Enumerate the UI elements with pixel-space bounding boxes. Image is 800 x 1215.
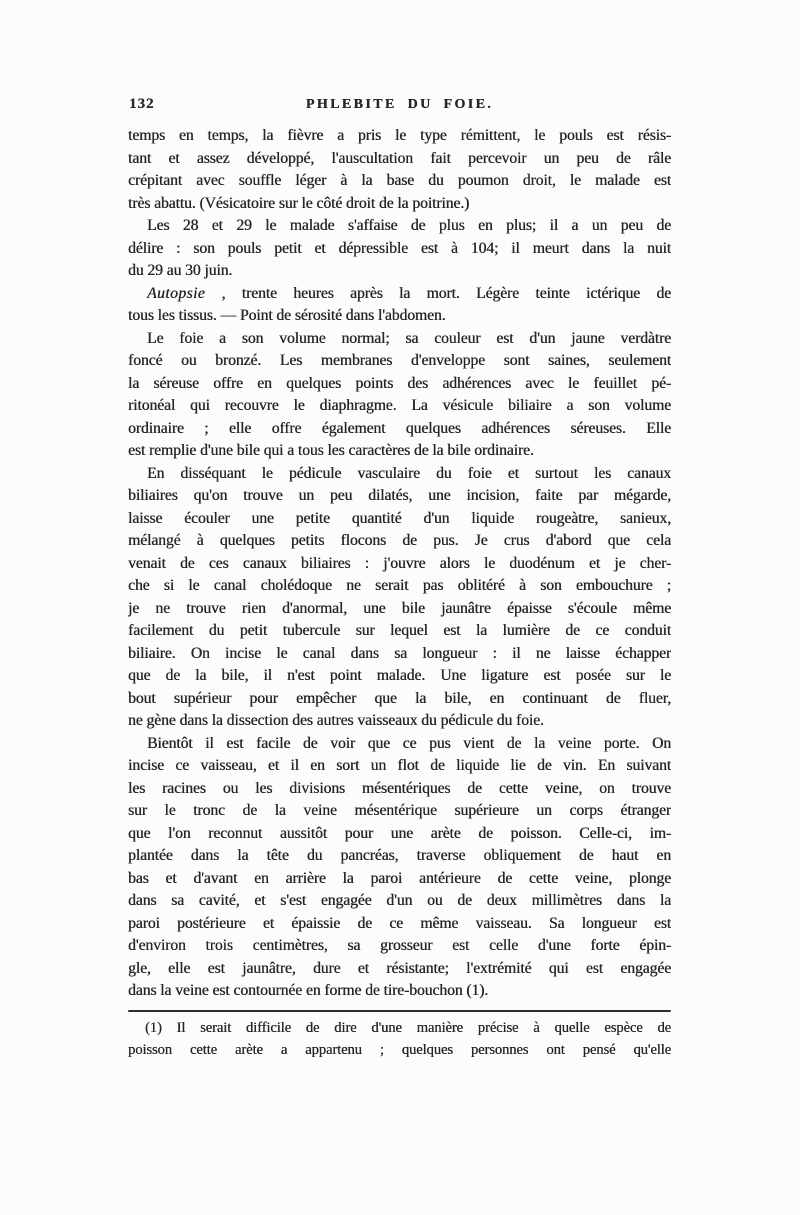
paragraph <box>128 733 671 1003</box>
text-line: foncé ou bronzé. Les membranes d'enveloppe sont saines, seulement <box>128 352 671 369</box>
text-line: très abattu. (Vésicatoire sur le côté droit de la poitrine.) <box>128 194 470 212</box>
footnote <box>128 1017 671 1061</box>
text-line: d'environ trois centimètres, sa grosseur est celle d'une forte épin- <box>128 937 671 954</box>
text-line: Bientôt il est facile de voir que ce pus vient de la veine porte. On <box>147 734 671 752</box>
paragraph <box>128 125 671 215</box>
text-line: biliaire. On incise le canal dans sa longueur : il ne laisse échapper <box>128 644 671 662</box>
body-text <box>128 125 671 1003</box>
text-line: est remplie d'une bile qui a tous les caractères de la bile ordinaire. <box>128 442 534 459</box>
text-line: Les 28 et 29 le malade s'affaise de plus en plus; il a un peu de <box>147 217 671 234</box>
text-line: que de la bile, il n'est point malade. Une ligature est posée sur le <box>128 667 671 684</box>
text-line: la séreuse offre en quelques points des adhérences avec le feuillet pé- <box>128 374 671 392</box>
text-line: (1) Il serait difficile de dire d'une manière précise à quelle espèce de <box>145 1019 671 1036</box>
text-line: facilement du petit tubercule sur lequel est la lumière de ce conduit <box>128 622 671 639</box>
text-line: temps en temps, la fièvre a pris le type rémittent, le pouls est résis- <box>128 127 671 144</box>
text-line: les racines ou les divisions mésentériques de cette veine, on trouve <box>128 779 671 797</box>
paragraph <box>128 1017 671 1061</box>
text-line: ne gène dans la dissection des autres vaisseaux du pédicule du foie. <box>128 712 544 729</box>
text-line: du 29 au 30 juin. <box>128 262 233 279</box>
text-line: mélangé à quelques petits flocons de pus. Je crus d'abord que cela <box>128 532 671 549</box>
text-line: tous les tissus. — Point de sérosité dans l'abdomen. <box>128 307 446 324</box>
paragraph <box>128 463 671 733</box>
text-line: plantée dans la tête du pancréas, traverse obliquement de haut en <box>128 847 671 864</box>
text-line: ordinaire ; elle offre également quelques adhérences séreuses. Elle <box>128 419 671 437</box>
plain-text: , trente heures après la mort. Légère teinte ictérique de <box>205 284 671 302</box>
text-line: poisson cette arète a appartenu ; quelques personnes ont pensé qu'elle <box>128 1041 671 1058</box>
text-line: bas et d'avant en arrière la paroi antérieure de cette veine, plonge <box>128 869 671 887</box>
text-line: crépitant avec souffle léger à la base du poumon droit, le malade est <box>128 172 671 189</box>
text-line: dans la veine est contournée en forme de tire-bouchon (1). <box>128 982 489 999</box>
text-line: incise ce vaisseau, et il en sort un flot de liquide lie de vin. En suivant <box>128 757 671 774</box>
text-line: laisse écouler une petite quantité d'un liquide rougeàtre, sanieux, <box>128 509 671 527</box>
text-line <box>128 283 671 306</box>
text-line: Le foie a son volume normal; sa couleur est d'un jaune verdàtre <box>147 329 671 347</box>
page-number: 132 <box>129 96 155 112</box>
text-line: venait de ces canaux biliaires : j'ouvre alors le duodénum et je cher- <box>128 554 671 572</box>
paragraph <box>128 215 671 283</box>
text-line: biliaires qu'on trouve un peu dilatés, une incision, faite par mégarde, <box>128 487 671 504</box>
text-line: sur le tronc de la veine mésentérique supérieure un corps étranger <box>128 802 671 819</box>
footnote-separator-rule <box>128 1010 671 1012</box>
text-column <box>128 96 671 1061</box>
paragraph <box>128 283 671 328</box>
page-header <box>128 96 671 113</box>
text-line: bout supérieur pour empêcher que la bile, en continuant de fluer, <box>128 689 671 707</box>
text-line: que l'on reconnut aussitôt pour une arète de poisson. Celle-ci, im- <box>128 824 671 842</box>
paragraph <box>128 328 671 463</box>
running-title: PHLEBITE DU FOIE. <box>305 97 494 112</box>
text-line: tant et assez développé, l'auscultation fait percevoir un peu de râle <box>128 149 671 167</box>
italic-text: Autopsie <box>147 284 206 302</box>
text-line: ritonéal qui recouvre le diaphragme. La vésicule biliaire a son volume <box>128 397 671 414</box>
text-line: paroi postérieure et épaissie de ce même vaisseau. Sa longueur est <box>128 914 671 932</box>
text-line: je ne trouve rien d'anormal, une bile jaunâtre épaisse s'écoule même <box>128 599 671 617</box>
text-line: En disséquant le pédicule vasculaire du foie et surtout les canaux <box>147 464 671 482</box>
text-line: che si le canal cholédoque ne serait pas oblitéré à son embouchure ; <box>128 577 671 594</box>
text-line: délire : son pouls petit et dépressible est à 104; il meurt dans la nuit <box>128 239 671 257</box>
text-line: gle, elle est jaunâtre, dure et résistante; l'extrémité qui est engagée <box>128 959 671 977</box>
text-line: dans sa cavité, et s'est engagée d'un ou de deux millimètres dans la <box>128 892 671 909</box>
